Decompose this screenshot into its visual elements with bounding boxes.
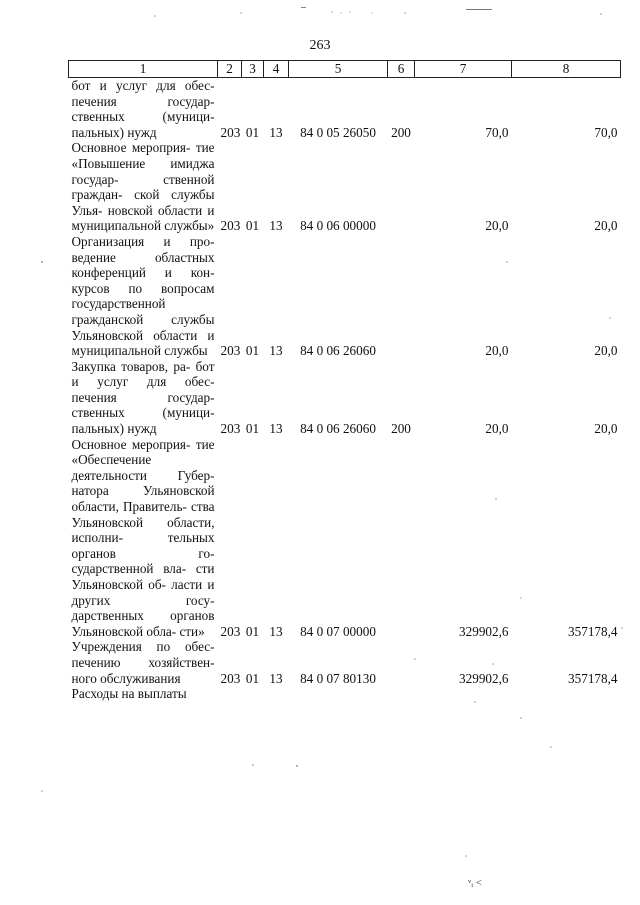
item-name: Основное мероприя- тие «Обеспечение деятельности Губер- натора Ульяновской области, Правитель- ства Ульяновской области, исполни- тельных органов го- сударственной вла- сти Ульяновской об- ласти и других госу- дарственных органов Ульяновской обла- сти» bbox=[71, 436, 215, 639]
subsection-code bbox=[264, 686, 289, 702]
header-row bbox=[69, 61, 621, 78]
amount-col7: 20,0 bbox=[485, 343, 509, 359]
item-name: Основное мероприя- тие «Повышение имиджа государ- ственной граждан- ской службы Улья- новской области и муниципальной службы» bbox=[71, 140, 215, 234]
header-cell: 4 bbox=[264, 61, 289, 78]
admin-code: 203 bbox=[220, 670, 241, 686]
section-code: 01 bbox=[245, 124, 260, 140]
table-row bbox=[69, 639, 621, 686]
expense-type bbox=[388, 437, 415, 640]
expense-type bbox=[388, 686, 415, 702]
expense-type bbox=[388, 639, 415, 686]
amount-col7: 329902,6 bbox=[459, 623, 509, 639]
amount-col7: 329902,6 bbox=[459, 670, 509, 686]
amount-col8: 20,0 bbox=[594, 343, 618, 359]
header-cell: 2 bbox=[218, 61, 242, 78]
section-code: 01 bbox=[245, 623, 260, 639]
target-article: 84 0 06 00000 bbox=[300, 218, 376, 234]
item-name: Расходы на выплаты bbox=[71, 686, 187, 702]
admin-code: 203 bbox=[220, 124, 241, 140]
amount-col8: 20,0 bbox=[594, 218, 618, 234]
item-name: бот и услуг для обес- печения государ- ственных (муници- пальных) нужд bbox=[71, 78, 215, 140]
expense-type: 200 bbox=[391, 124, 411, 140]
amount-col8: 357178,4 bbox=[568, 670, 618, 686]
amount-col7 bbox=[415, 686, 512, 702]
target-article: 84 0 05 26050 bbox=[300, 124, 376, 140]
item-name: Учреждения по обес- печению хозяйствен- ного обслуживания bbox=[71, 639, 215, 686]
header-cell: 6 bbox=[388, 61, 415, 78]
amount-col8: 357178,4 bbox=[568, 623, 618, 639]
table-row bbox=[69, 686, 621, 702]
admin-code: 203 bbox=[220, 421, 241, 437]
target-article bbox=[289, 686, 388, 702]
subsection-code: 13 bbox=[269, 124, 283, 140]
target-article: 84 0 07 00000 bbox=[300, 623, 376, 639]
table-row bbox=[69, 359, 621, 437]
amount-col8 bbox=[512, 686, 621, 702]
section-code: 01 bbox=[245, 343, 260, 359]
admin-code bbox=[218, 686, 242, 702]
footer-mark: ᵛᵢ ˂ bbox=[468, 877, 482, 889]
page-number: 263 bbox=[309, 38, 331, 53]
admin-code: 203 bbox=[220, 343, 241, 359]
target-article: 84 0 06 26060 bbox=[300, 421, 376, 437]
budget-table bbox=[68, 60, 621, 702]
item-name: Закупка товаров, ра- бот и услуг для обес- печения государ- ственных (муници- пальных) нужд bbox=[71, 358, 215, 437]
subsection-code: 13 bbox=[269, 670, 283, 686]
header-cell: 3 bbox=[242, 61, 264, 78]
amount-col8: 20,0 bbox=[594, 421, 618, 437]
amount-col8: 70,0 bbox=[594, 124, 618, 140]
subsection-code: 13 bbox=[269, 218, 283, 234]
amount-col7: 70,0 bbox=[485, 124, 509, 140]
subsection-code: 13 bbox=[269, 421, 283, 437]
header-cell: 7 bbox=[415, 61, 512, 78]
section-code: 01 bbox=[245, 218, 260, 234]
section-code: 01 bbox=[245, 421, 260, 437]
table-row bbox=[69, 78, 621, 141]
expense-type: 200 bbox=[391, 421, 411, 437]
target-article: 84 0 07 80130 bbox=[300, 670, 376, 686]
admin-code: 203 bbox=[220, 623, 241, 639]
header-cell: 1 bbox=[69, 61, 218, 78]
table-row bbox=[69, 437, 621, 640]
section-code: 01 bbox=[245, 670, 260, 686]
header-cell: 8 bbox=[512, 61, 621, 78]
subsection-code: 13 bbox=[269, 623, 283, 639]
header-cell: 5 bbox=[289, 61, 388, 78]
amount-col7: 20,0 bbox=[485, 421, 509, 437]
target-article: 84 0 06 26060 bbox=[300, 343, 376, 359]
amount-col7: 20,0 bbox=[485, 218, 509, 234]
table-row bbox=[69, 140, 621, 234]
section-code bbox=[242, 686, 264, 702]
subsection-code: 13 bbox=[269, 343, 283, 359]
table-row bbox=[69, 234, 621, 359]
item-name: Организация и про- ведение областных конференций и кон- курсов по вопросам государственной гражданской службы Ульяновской области и муниципальной службы bbox=[71, 233, 215, 359]
admin-code: 203 bbox=[220, 218, 241, 234]
expense-type bbox=[388, 234, 415, 359]
expense-type bbox=[388, 140, 415, 234]
